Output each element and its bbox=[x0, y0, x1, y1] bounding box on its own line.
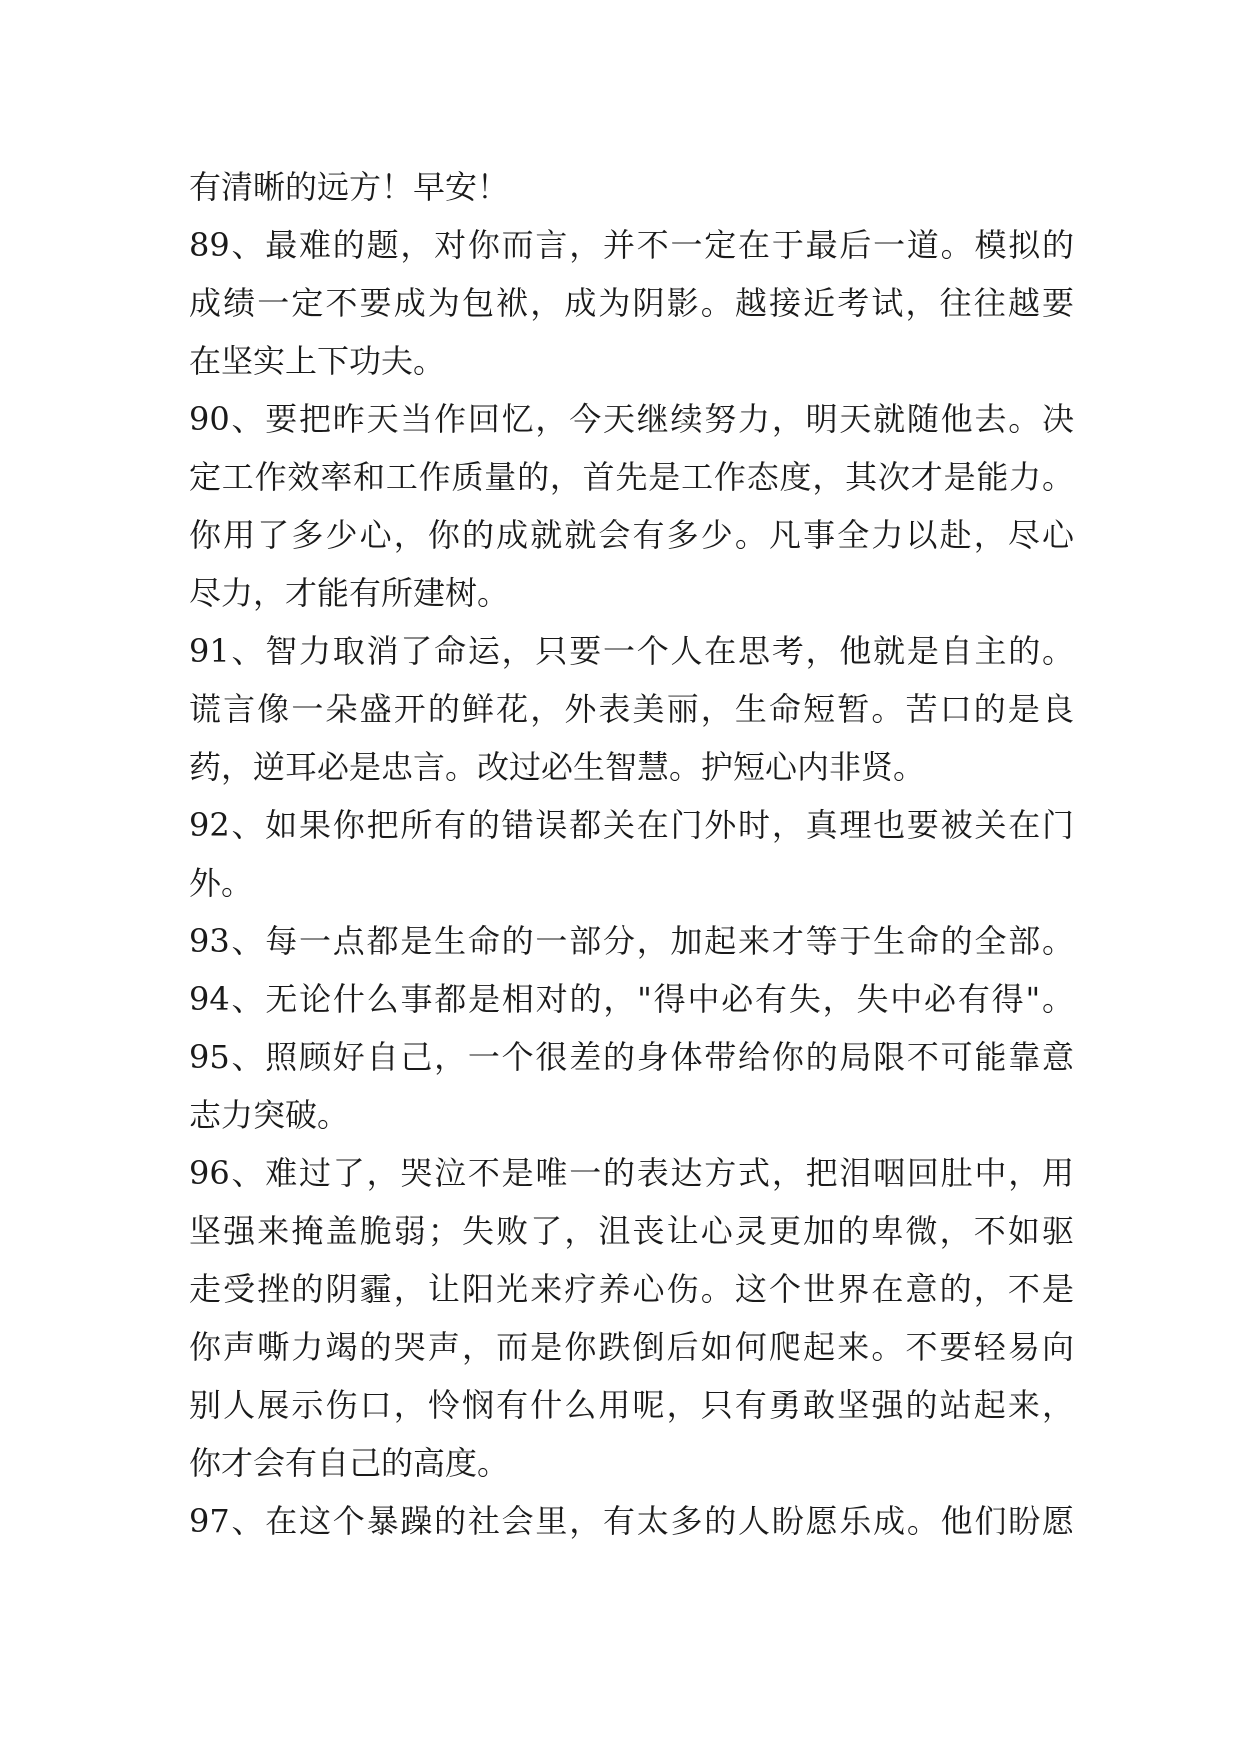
text-line: 谎言像一朵盛开的鲜花，外表美丽，生命短暂。苦口的是良 bbox=[189, 690, 1074, 728]
text-line: 96、难过了，哭泣不是唯一的表达方式，把泪咽回肚中，用 bbox=[189, 1154, 1074, 1192]
text-line: 你用了多少心，你的成就就会有多少。凡事全力以赴，尽心 bbox=[189, 516, 1074, 554]
text-line: 志力突破。 bbox=[189, 1096, 350, 1134]
text-line: 91、智力取消了命运，只要一个人在思考，他就是自主的。 bbox=[189, 632, 1074, 670]
text-line: 94、无论什么事都是相对的，"得中必有失，失中必有得"。 bbox=[189, 980, 1074, 1018]
document-body bbox=[189, 158, 1074, 1550]
text-line: 药，逆耳必是忠言。改过必生智慧。护短心内非贤。 bbox=[189, 748, 926, 786]
text-line: 95、照顾好自己，一个很差的身体带给你的局限不可能靠意 bbox=[189, 1038, 1074, 1076]
text-line: 定工作效率和工作质量的，首先是工作态度，其次才是能力。 bbox=[189, 458, 1074, 496]
text-line: 有清晰的远方！早安！ bbox=[189, 168, 510, 206]
text-line: 成绩一定不要成为包袱，成为阴影。越接近考试，往往越要 bbox=[189, 284, 1074, 322]
text-line: 89、最难的题，对你而言，并不一定在于最后一道。模拟的 bbox=[189, 226, 1074, 264]
text-line: 97、在这个暴躁的社会里，有太多的人盼愿乐成。他们盼愿 bbox=[189, 1502, 1074, 1540]
text-line: 别人展示伤口，怜悯有什么用呢，只有勇敢坚强的站起来， bbox=[189, 1386, 1074, 1424]
text-line: 你声嘶力竭的哭声，而是你跌倒后如何爬起来。不要轻易向 bbox=[189, 1328, 1074, 1366]
text-line: 在坚实上下功夫。 bbox=[189, 342, 446, 380]
text-line: 你才会有自己的高度。 bbox=[189, 1444, 510, 1482]
text-line: 90、要把昨天当作回忆，今天继续努力，明天就随他去。决 bbox=[189, 400, 1074, 438]
text-line: 坚强来掩盖脆弱；失败了，沮丧让心灵更加的卑微，不如驱 bbox=[189, 1212, 1074, 1250]
text-line: 外。 bbox=[189, 864, 254, 902]
text-line: 尽力，才能有所建树。 bbox=[189, 574, 510, 612]
text-line: 走受挫的阴霾，让阳光来疗养心伤。这个世界在意的，不是 bbox=[189, 1270, 1074, 1308]
text-line: 93、每一点都是生命的一部分，加起来才等于生命的全部。 bbox=[189, 922, 1074, 960]
text-line: 92、如果你把所有的错误都关在门外时，真理也要被关在门 bbox=[189, 806, 1074, 844]
